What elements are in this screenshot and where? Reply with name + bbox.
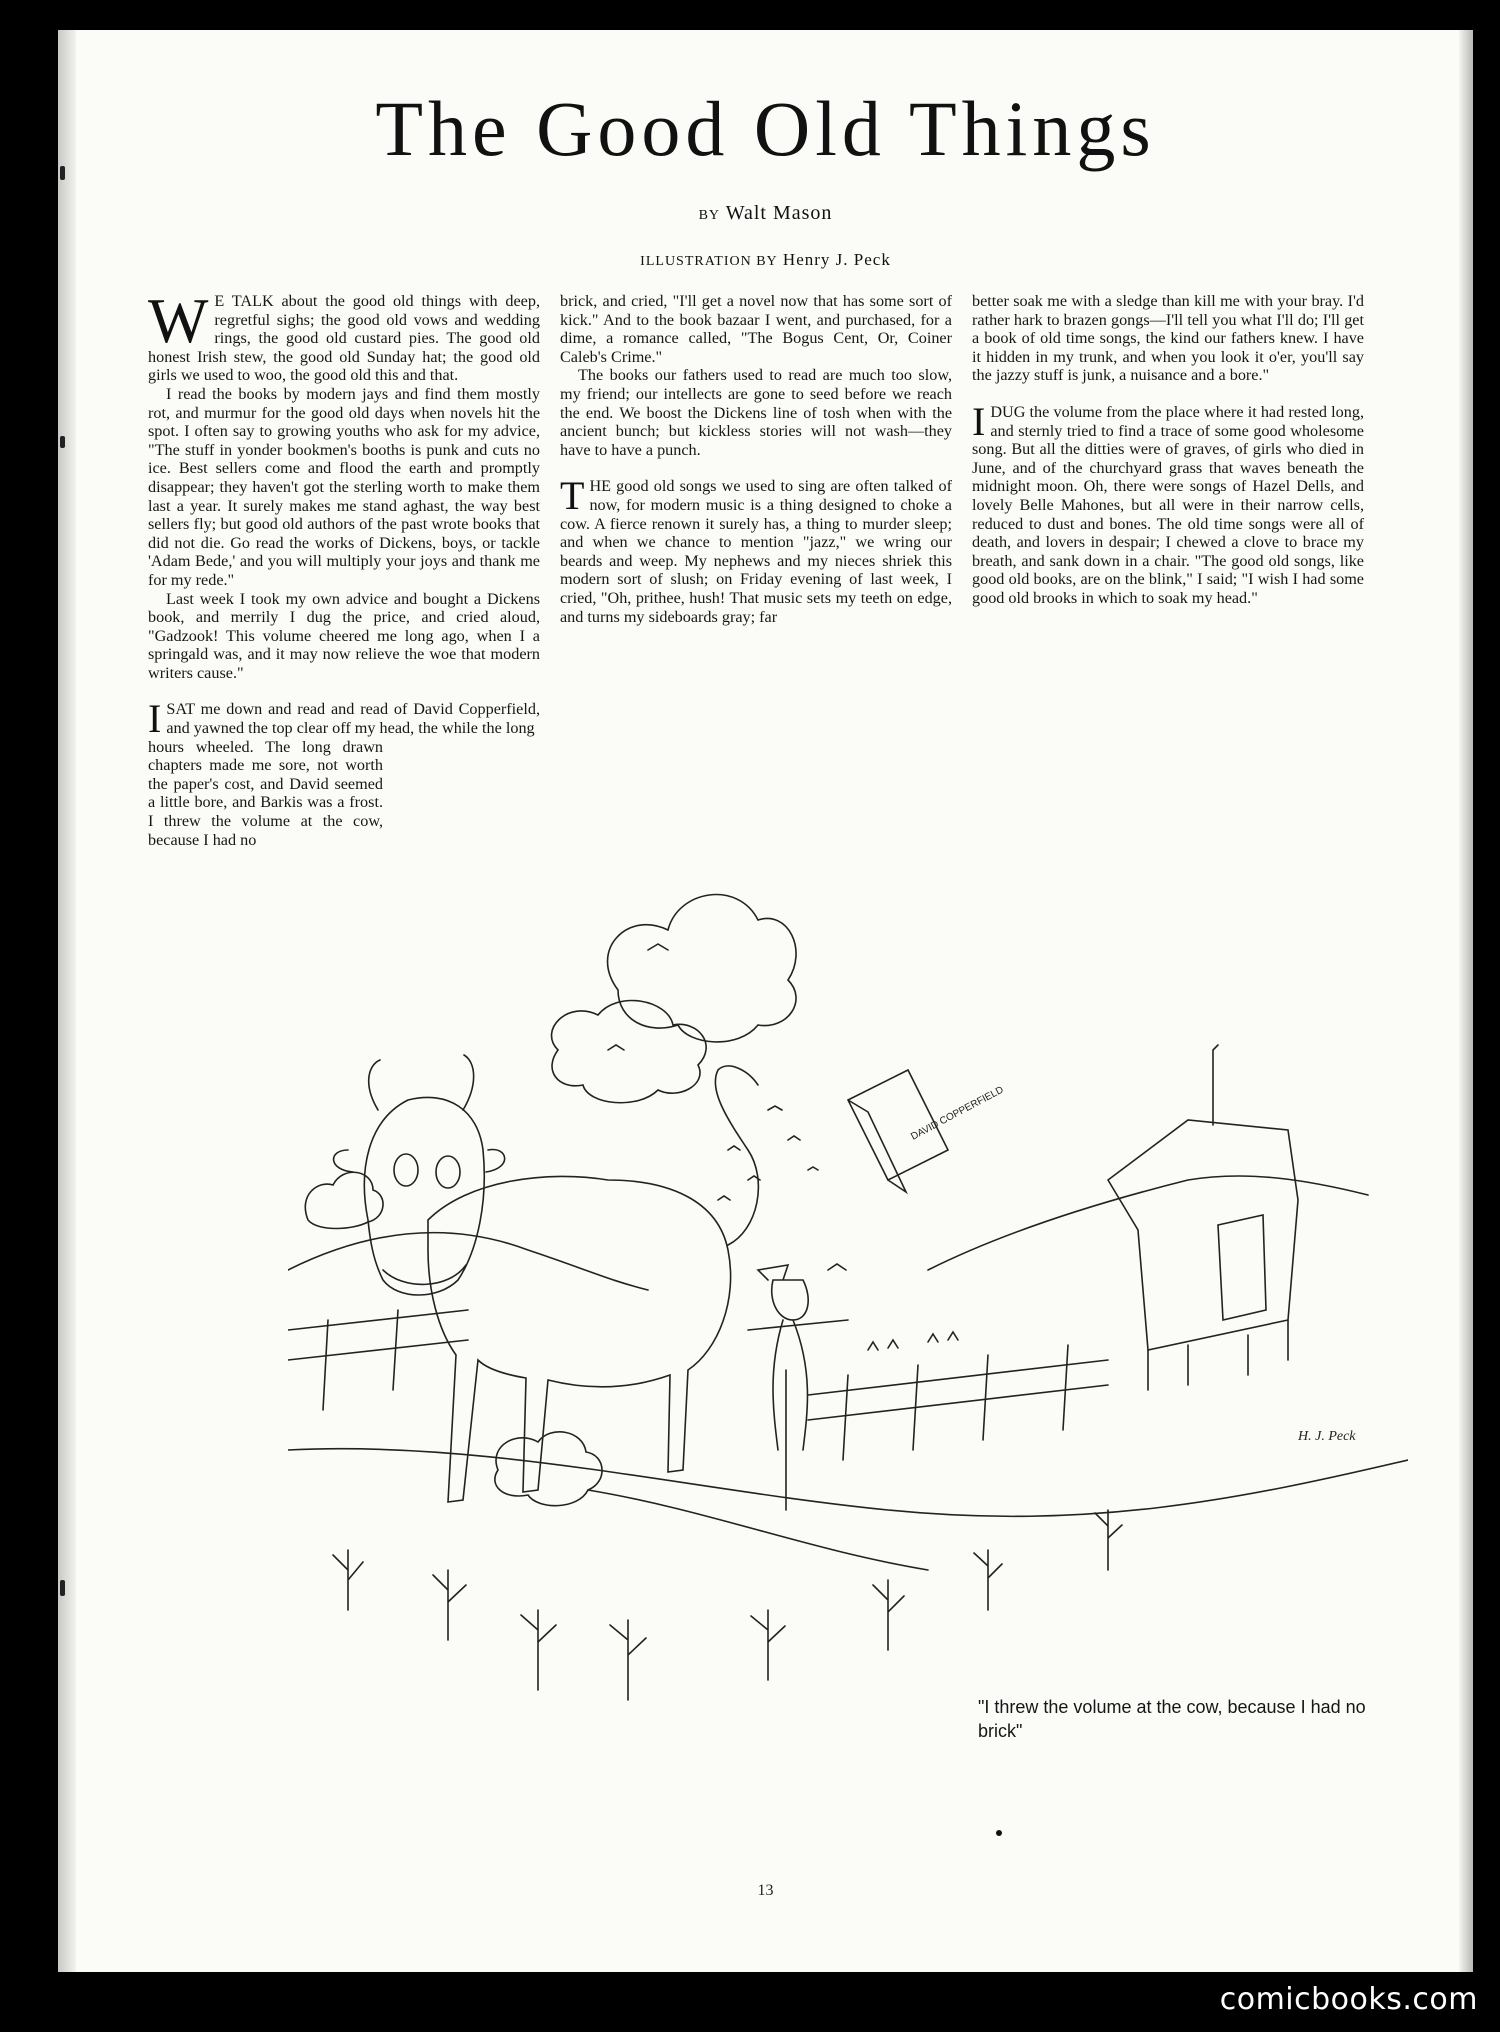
artist-signature: H. J. Peck bbox=[1298, 1429, 1356, 1444]
drop-cap: W bbox=[148, 285, 209, 356]
initial-letter: I bbox=[972, 398, 986, 444]
scarecrow-head bbox=[758, 1265, 808, 1320]
cow-muzzle bbox=[383, 1265, 466, 1284]
paragraph: better soak me with a sledge than kill me with your bray. I'd rather hark to brazen gongs—I'll tell you what I'll do; I'll get a book of old time songs, the kind our fathers knew. I have it hidden in my trunk, and when you look it o'er, you'll say the jazzy stuff is junk, a nuisance and a bore." bbox=[972, 292, 1364, 385]
site-watermark: comicbooks.com bbox=[1219, 1982, 1478, 2017]
page-edge bbox=[1459, 30, 1473, 1972]
fence-rail bbox=[808, 1360, 1108, 1420]
cow-ears bbox=[334, 1150, 505, 1172]
binding-mark bbox=[60, 1580, 65, 1596]
hill-line bbox=[928, 1176, 1368, 1270]
paragraph bbox=[560, 473, 952, 626]
cow-illustration bbox=[288, 850, 1408, 1730]
cow-eye bbox=[394, 1154, 418, 1186]
text-column-2 bbox=[560, 292, 952, 626]
page-gutter bbox=[58, 30, 76, 1972]
ground-line bbox=[288, 1449, 1408, 1517]
magazine-page bbox=[58, 30, 1473, 1972]
paragraph: brick, and cried, "I'll get a novel now that has some sort of kick." And to the book bazaar I went, and purchased, for a dime, a romance called, "The Bogus Cent, Or, Coiner Caleb's Crime." bbox=[560, 292, 952, 366]
outhouse-door bbox=[1218, 1215, 1266, 1320]
article-title: The Good Old Things bbox=[375, 85, 1156, 172]
paragraph-text: SAT me down and read and read of David Copperfield, and yawned the top clear off my head, the while the long bbox=[166, 700, 540, 738]
cloud bbox=[608, 895, 797, 1042]
initial-letter: I bbox=[148, 696, 162, 742]
outhouse bbox=[1108, 1120, 1298, 1350]
byline bbox=[58, 202, 1473, 225]
cow-body bbox=[428, 1176, 731, 1502]
outhouse-legs bbox=[1148, 1320, 1288, 1390]
binding-mark bbox=[60, 166, 65, 180]
text-column-1 bbox=[148, 285, 540, 849]
fence-rail bbox=[288, 1310, 468, 1360]
author-name: Walt Mason bbox=[725, 202, 833, 224]
book-spine-text: DAVID COPPERFIELD bbox=[909, 1084, 1006, 1143]
binding-mark bbox=[60, 436, 65, 448]
paragraph: I read the books by modern jays and find them mostly rot, and murmur for the good old days when novels hit the spot. I often say to growing youths who ask for my advice, "The stuff in yonder bookmen's booths is punk and cuts no ice. Best sellers come and flood the earth and promptly disappear; they haven't got the sterling worth to make them last a year. It surely makes me stand aghast, the way best sellers fly; but good old authors of the past wrote books that did not die. Go read the works of Dickens, boys, or tackle 'Adam Bede,' and you will multiply your joys and thank me for my rede." bbox=[148, 384, 540, 589]
byline-prefix: BY bbox=[698, 208, 721, 223]
perched-birds bbox=[868, 1332, 958, 1350]
paragraph bbox=[972, 398, 1364, 608]
paragraph-continued: hours wheeled. The long drawn chapters made me sore, not worth the paper's cost, and David seemed a little bore, and Barkis was a frost. I threw the volume at the cow, because I had no bbox=[148, 737, 383, 849]
paragraph-text: HE good old songs we used to sing are often talked of now, for modern music is a thing designed to choke a cow. A fierce renown it surely has, a thing to murder sleep; and when we chance to mention "jazz," we wring our beards and weep. My nephews and my nieces shriek this modern sort of slush; on Friday evening of last week, I cried, "Oh, prithee, hush! That music sets my teeth on edge, and turns my sideboards gray; far bbox=[560, 477, 952, 626]
print-speck bbox=[996, 1830, 1002, 1836]
paragraph: Last week I took my own advice and bought a Dickens book, and merrily I dug the price, and cried aloud, "Gadzook! This volume cheered me long ago, when I a springald was, and it may now relieve the woe that modern writers cause." bbox=[148, 589, 540, 682]
text-column-3 bbox=[972, 292, 1364, 608]
cow-eye bbox=[436, 1156, 460, 1188]
scarecrow-body bbox=[748, 1320, 848, 1450]
flag-pole bbox=[1213, 1045, 1218, 1125]
paragraph-text: E TALK about the good old things with deep, regretful sighs; the good old vows and wedding rings, the good old custard pies. The good old honest Irish stew, the good old Sunday hat; the good old girls we used to woo, the good old this and that. bbox=[148, 292, 540, 385]
paragraph bbox=[148, 696, 540, 742]
illustration-caption: "I threw the volume at the cow, because I had no brick" bbox=[978, 1697, 1366, 1741]
illustration-credit bbox=[58, 250, 1473, 270]
paragraph bbox=[148, 285, 540, 385]
paragraph-text: DUG the volume from the place where it had rested long, and sternly tried to find a trace of some good wholesome song. But all the ditties were of graves, of girls who died in June, and of the churchyard grass that waves beneath the midnight moon. Oh, there were songs of Hazel Dells, and lovely Belle Mahones, but all were in their narrow cells, reduced to dust and bones. The old time songs were all of death, and lovers in despair; I chewed a clove to brace my breath, and sank down in a chair. "The good old songs, like good old books, are on the blink," I said; "I wish I had some good old brooks in which to soak my head." bbox=[972, 402, 1364, 607]
initial-letter: T bbox=[560, 473, 585, 519]
cow-tail bbox=[715, 1066, 758, 1245]
ground-line bbox=[588, 1490, 928, 1570]
page-number: 13 bbox=[757, 1882, 774, 1899]
paragraph: The books our fathers used to read are much too slow, my friend; our intellects are gone to seed before we reach the end. We boost the Dickens line of tosh when with the ancient bunch; but kickless stories will not wash—they have to have a punch. bbox=[560, 366, 952, 459]
cow-horns bbox=[369, 1055, 474, 1110]
tree bbox=[305, 1172, 383, 1228]
illustration-prefix: ILLUSTRATION BY bbox=[640, 254, 778, 269]
corn-sprouts bbox=[333, 1510, 1122, 1700]
illustrator-name: Henry J. Peck bbox=[782, 250, 891, 269]
flying-birds bbox=[608, 944, 846, 1270]
